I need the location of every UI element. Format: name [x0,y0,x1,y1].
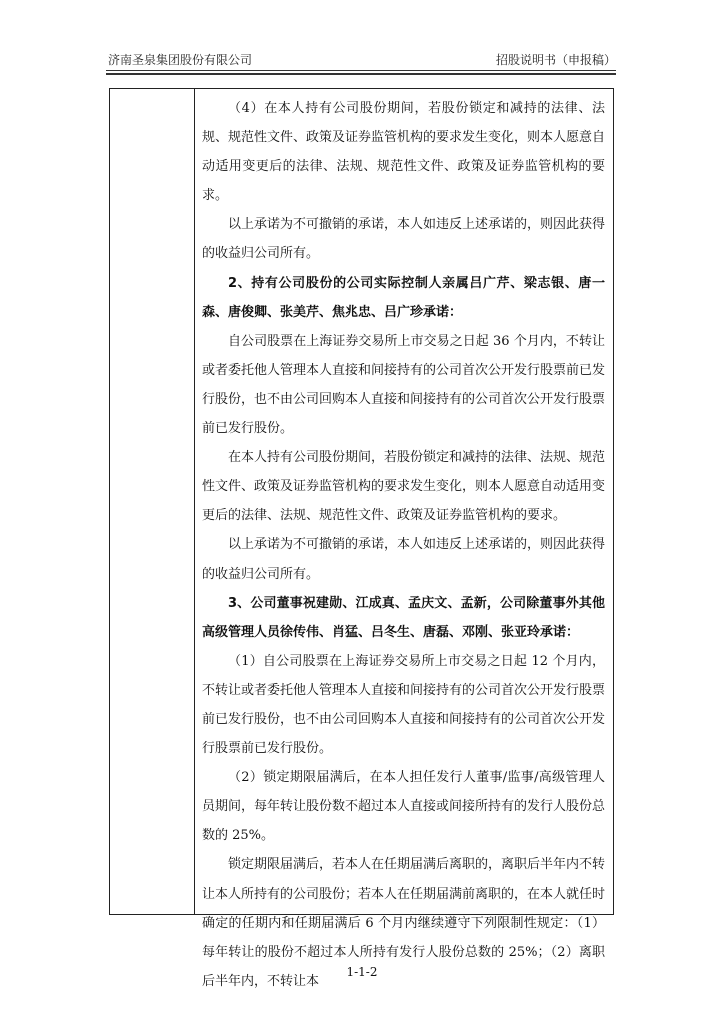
commitment-heading-2: 2、持有公司股份的公司实际控制人亲属吕广芹、梁志银、唐一森、唐俊卿、张美芹、焦兆忠、吕广珍承诺： [202,275,605,320]
commitment-heading-3: 3、公司董事祝建勋、江成真、孟庆文、孟新，公司除董事外其他高级管理人员徐传伟、肖猛、吕冬生、唐磊、邓刚、张亚玲承诺： [202,595,605,640]
header-rule-thin [106,70,616,71]
paragraph-8: （1）自公司股票在上海证券交易所上市交易之日起 12 个月内，不转让或者委托他人管理本人直接和间接持有的公司首次公开发行股票前已发行股份，也不由公司回购本人直接和间接持有的公司首次公开发行股票前已发行股份。 [202,653,606,757]
header-company-name: 济南圣泉集团股份有限公司 [108,53,253,67]
paragraph-6: 以上承诺为不可撤销的承诺，本人如违反上述承诺的，则因此获得的收益归公司所有。 [202,537,606,582]
header-document-title: 招股说明书（申报稿） [495,53,616,67]
header-rule-thick [106,73,616,75]
paragraph-5: 在本人持有公司股份期间，若股份锁定和减持的法律、法规、规范性文件、政策及证券监管机构的要求发生变化，则本人愿意自动适用变更后的法律、法规、规范性文件、政策及证券监管机构的要求。 [202,450,606,524]
table-left-column [110,89,195,914]
table-content-cell [202,94,605,996]
paragraph-9: （2）锁定期限届满后，在本人担任发行人董事/监事/高级管理人员期间，每年转让股份数不超过本人直接或间接所持有的发行人股份总数的 25%。 [202,770,606,844]
paragraph-2: 以上承诺为不可撤销的承诺，本人如违反上述承诺的，则因此获得的收益归公司所有。 [202,217,606,262]
page-number: 1-1-2 [346,965,378,979]
paragraph-10: 锁定期限届满后，若本人在任期届满后离职的，离职后半年内不转让本人所持有的公司股份；若本人在任期届满前离职的，在本人就任时确定的任期内和任期届满后 6 个月内继续遵守下列限制性规定：（1）每年转让的股份不超过本人所持有发行人股份总数的 25%；（2）离职后半年内，不转让本 [202,857,606,989]
paragraph-1: （4）在本人持有公司股份期间，若股份锁定和减持的法律、法规、规范性文件、政策及证券监管机构的要求发生变化，则本人愿意自动适用变更后的法律、法规、规范性文件、政策及证券监管机构的要求。 [202,101,606,204]
paragraph-4: 自公司股票在上海证券交易所上市交易之日起 36 个月内，不转让或者委托他人管理本人直接和间接持有的公司首次公开发行股票前已发行股份，也不由公司回购本人直接和间接持有的公司首次公开发行股票前已发行股份。 [202,333,606,437]
